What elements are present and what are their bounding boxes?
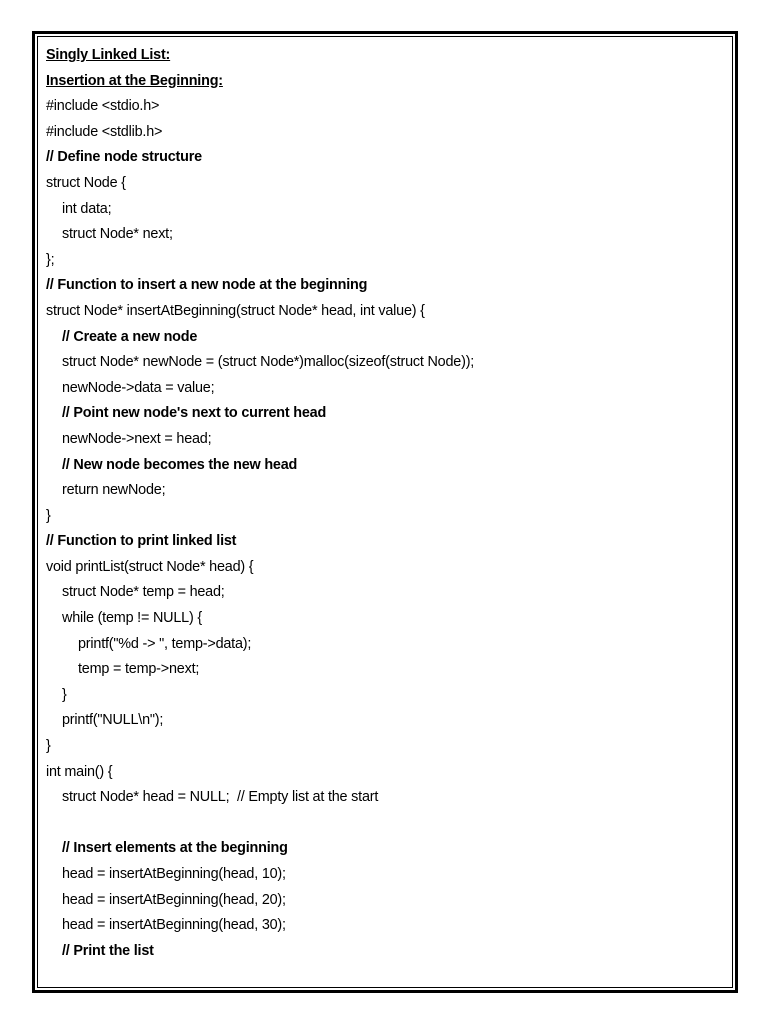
code-comment-line: // Create a new node	[62, 328, 198, 345]
code-line: struct Node {	[46, 174, 126, 191]
code-line: temp = temp->next;	[78, 661, 200, 678]
code-line: }	[46, 738, 51, 755]
code-line: struct Node* head = NULL; // Empty list at the start	[62, 789, 379, 806]
code-line: head = insertAtBeginning(head, 30);	[62, 917, 286, 934]
code-line: }	[46, 507, 51, 524]
code-line: newNode->next = head;	[62, 430, 212, 447]
code-line: int main() {	[46, 763, 113, 780]
code-line: struct Node* next;	[62, 226, 173, 243]
code-line: };	[46, 251, 55, 268]
code-line: return newNode;	[62, 482, 166, 499]
code-comment-line: // Define node structure	[46, 149, 202, 166]
code-line: newNode->data = value;	[62, 379, 215, 396]
code-line: struct Node* insertAtBeginning(struct Node* head, int value) {	[46, 302, 425, 319]
document-title: Singly Linked List:	[46, 47, 171, 63]
document-subtitle: Insertion at the Beginning:	[46, 72, 223, 89]
code-comment-line: // New node becomes the new head	[62, 456, 298, 473]
code-line: head = insertAtBeginning(head, 20);	[62, 891, 286, 908]
code-line	[46, 811, 726, 837]
code-line: #include <stdio.h>	[46, 98, 160, 115]
code-line: }	[62, 686, 67, 703]
code-comment-line: // Print the list	[62, 942, 154, 959]
code-line: struct Node* temp = head;	[62, 584, 225, 601]
code-comment-line: // Insert elements at the beginning	[62, 840, 288, 857]
code-line: #include <stdlib.h>	[46, 123, 163, 140]
code-line: printf("%d -> ", temp->data);	[78, 635, 252, 652]
code-line: struct Node* newNode = (struct Node*)malloc(sizeof(struct Node));	[62, 354, 475, 371]
code-block	[46, 94, 726, 964]
code-line: void printList(struct Node* head) {	[46, 558, 254, 575]
code-line: printf("NULL\n");	[62, 712, 164, 729]
code-line: while (temp != NULL) {	[62, 610, 202, 627]
code-comment-line: // Function to print linked list	[46, 533, 237, 550]
code-line: head = insertAtBeginning(head, 10);	[62, 866, 286, 882]
code-line: int data;	[62, 200, 112, 217]
code-comment-line: // Point new node's next to current head	[62, 405, 327, 422]
document-body	[46, 43, 726, 964]
code-comment-line: // Function to insert a new node at the beginning	[46, 277, 368, 294]
